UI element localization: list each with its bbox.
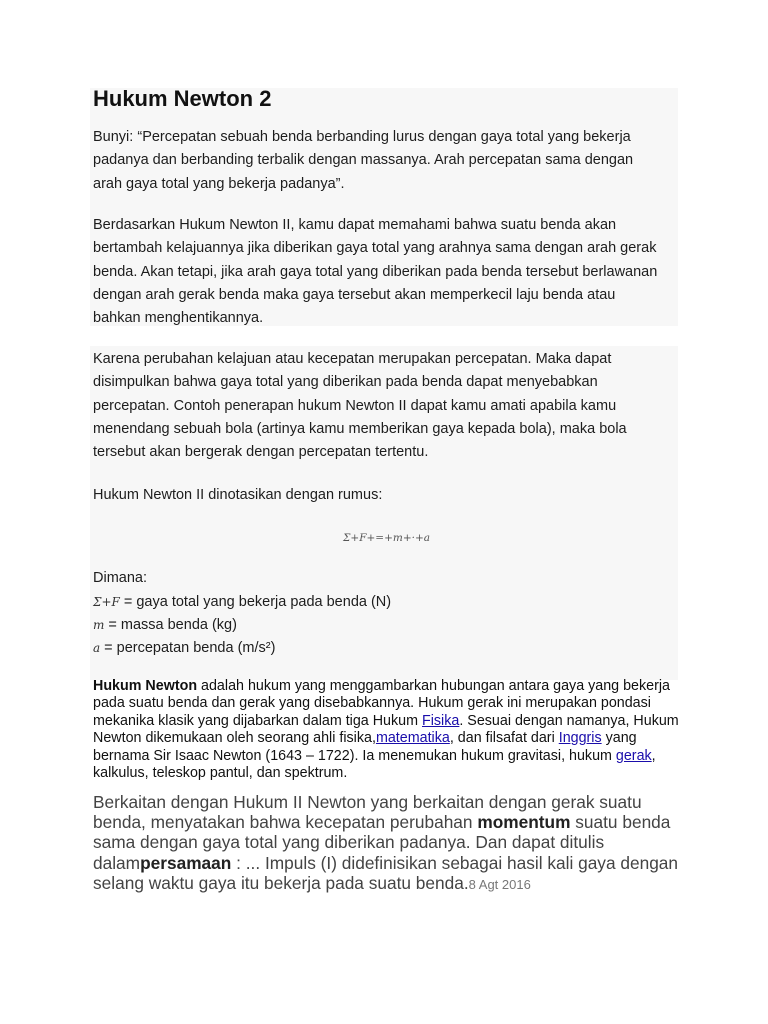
text-run: : ... Impuls (I) didefinisikan sebagai hasil kali gaya dengan selang waktu gaya itu bekerja pada suatu benda. — [93, 852, 679, 893]
text-run: adalah hukum yang menggambarkan hubungan antara gaya yang bekerja pada suatu benda dan gerak yang disebabkannya. Hukum gerak ini merupakan pondasi mekanika klasik yang dijabarkan dalam tiga Hukum — [93, 678, 670, 729]
where-label: Dimana: — [93, 570, 147, 586]
symbol-sum-force: Σ+F — [93, 595, 120, 609]
bold-persamaan: persamaan — [140, 852, 232, 873]
symbol-acceleration: a — [93, 641, 101, 655]
text-line: Berdasarkan Hukum Newton II, kamu dapat memahami bahwa suatu benda akan — [93, 217, 617, 233]
text-line: percepatan. Contoh penerapan hukum Newton II dapat kamu amati apabila kamu — [93, 397, 617, 414]
bold-momentum: momentum — [477, 812, 571, 833]
page-title: Hukum Newton 2 — [93, 86, 272, 111]
text-run: suatu benda sama dengan gaya total yang diberikan padanya. Dan dapat ditulis dalam — [93, 812, 671, 873]
text-line: Karena perubahan kelajuan atau kecepatan merupakan percepatan. Maka dapat — [93, 351, 612, 367]
law-statement-line3: arah gaya total yang bekerja padanya — [93, 175, 336, 192]
law-statement-line2: padanya dan berbanding terbalik dengan massanya. Arah percepatan sama dengan — [93, 152, 634, 169]
link-matematika[interactable]: matematika — [375, 730, 450, 747]
open-quote: “ — [137, 129, 143, 145]
text-run: , dan filsafat dari — [449, 730, 559, 747]
text-run: . Sesuai dengan namanya, Hukum Newton dikemukaan oleh seorang ahli fisika, — [93, 712, 679, 747]
text-line: dengan arah gerak benda maka gaya tersebut akan memperkecil laju benda atau — [93, 286, 616, 303]
text-run: yang bernama Sir Isaac Newton (1643 – 1722). Ia menemukan hukum gravitasi, hukum — [93, 730, 637, 764]
text-line: menendang sebuah bola (artinya kamu memberikan gaya kepada bola), maka bola — [93, 420, 627, 437]
definition-text: = gaya total yang bekerja pada benda (N) — [123, 594, 392, 610]
definition-mass — [93, 615, 237, 635]
acceleration-paragraph — [93, 348, 673, 464]
text-line: tersebut akan bergerak dengan percepatan tertentu. — [93, 444, 429, 461]
link-inggris[interactable]: Inggris — [558, 730, 602, 747]
text-line: bertambah kelajuannya jika diberikan gaya total yang arahnya sama dengan arah gerak — [93, 240, 657, 257]
bold-term: Hukum Newton — [93, 678, 198, 694]
formula: Σ+F+=+m+·+a — [343, 532, 431, 544]
explanation-paragraph — [93, 214, 673, 330]
text-run: , kalkulus, teleskop pantul, dan spektrum. — [93, 747, 656, 782]
law-statement-label: Bunyi: — [93, 129, 138, 145]
text-line: disimpulkan bahwa gaya total yang diberikan pada benda dapat menyebabkan — [93, 374, 598, 391]
text-line: bahkan menghentikannya. — [93, 310, 264, 327]
definition-acceleration — [93, 638, 275, 658]
text-run: Berkaitan dengan Hukum II Newton yang berkaitan dengan gerak suatu benda, menyatakan bahwa kecepatan perubahan — [93, 792, 642, 833]
law-statement — [93, 126, 673, 196]
snippet-date: 8 Agt 2016 — [468, 876, 531, 892]
link-gerak[interactable]: gerak — [615, 747, 652, 764]
link-fisika[interactable]: Fisika — [422, 712, 460, 729]
newton-law-paragraph — [93, 678, 683, 782]
close-quote: ”. — [335, 175, 345, 192]
symbol-mass: m — [93, 618, 105, 632]
formula-intro: Hukum Newton II dinotasikan dengan rumus: — [93, 487, 383, 503]
momentum-snippet — [93, 792, 693, 895]
definition-text: = percepatan benda (m/s²) — [104, 640, 276, 656]
definition-force — [93, 592, 391, 612]
text-line: benda. Akan tetapi, jika arah gaya total yang diberikan pada benda tersebut berlawanan — [93, 263, 658, 280]
law-statement-line1: Percepatan sebuah benda berbanding lurus dengan gaya total yang bekerja — [142, 129, 631, 145]
definition-text: = massa benda (kg) — [108, 617, 237, 633]
